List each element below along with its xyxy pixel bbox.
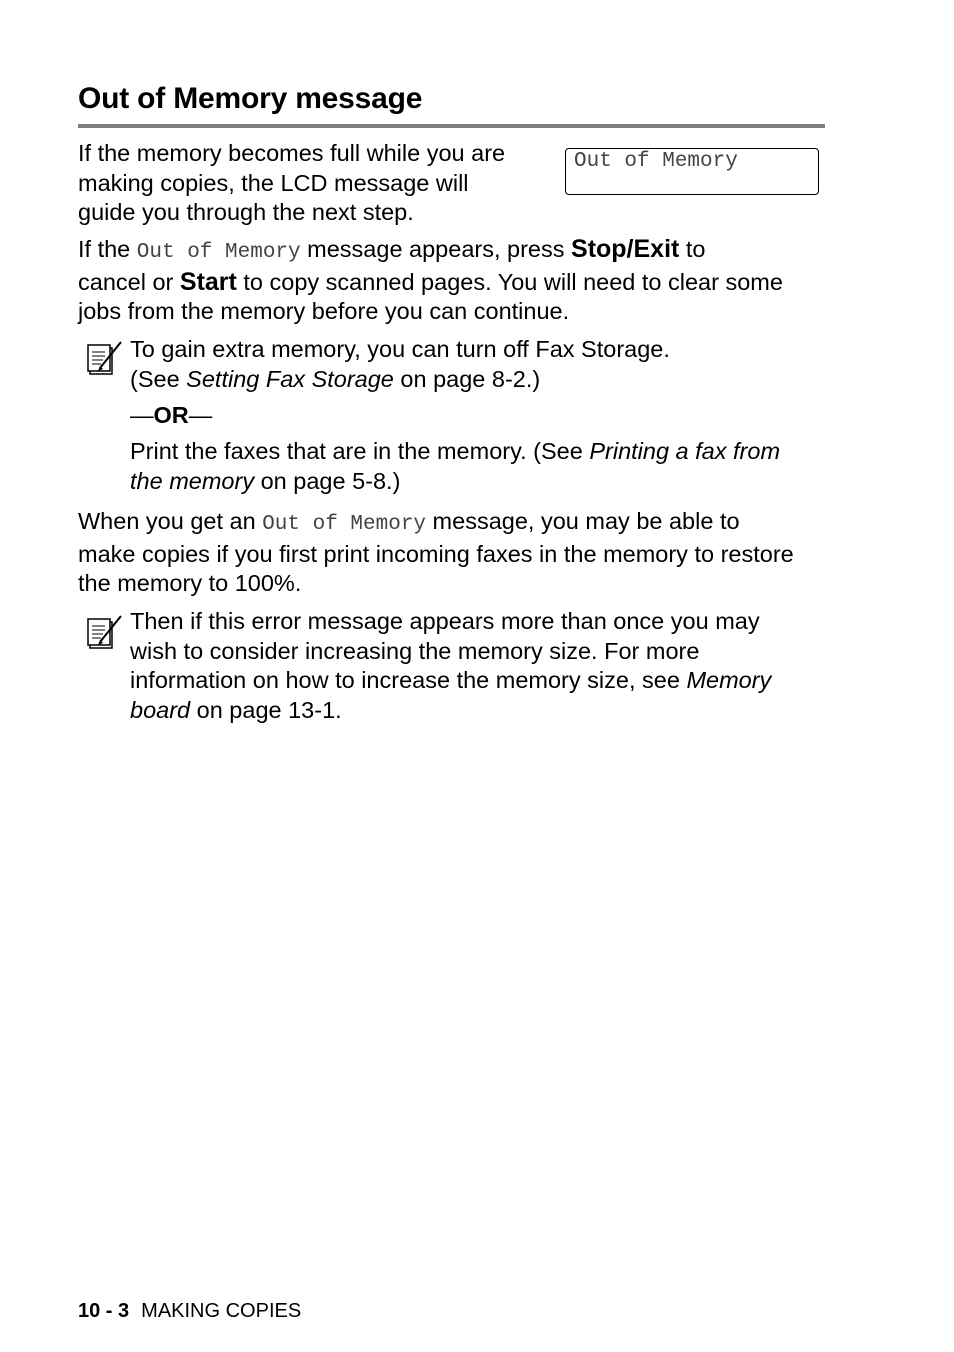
text: on page 8-2.): [393, 365, 541, 392]
intro-line: guide you through the next step.: [78, 199, 414, 225]
text: wish to consider increasing the memory size. For more: [130, 637, 700, 664]
text: on page 13-1.: [190, 696, 342, 723]
intro-line: making copies, the LCD message will: [78, 169, 469, 196]
note-2: [130, 607, 771, 725]
start-key: Start: [179, 267, 237, 296]
text: on page 5-8.): [254, 467, 401, 494]
dash: —: [188, 402, 213, 428]
text: information on how to increase the memory size, see: [130, 667, 687, 693]
text: (See: [130, 365, 187, 392]
note-icon: [86, 612, 124, 652]
lcd-message-inline: Out of Memory: [136, 241, 301, 264]
page-number: 10 - 3: [78, 1300, 130, 1322]
or-separator: [130, 401, 212, 431]
text: make copies if you first print incoming faxes in the memory to restore: [78, 540, 794, 567]
cross-reference: Setting Fax Storage: [186, 365, 394, 392]
note-1-alt: [130, 437, 780, 496]
heading-rule: [78, 124, 825, 128]
lcd-text: Out of Memory: [574, 150, 738, 173]
lcd-display: [565, 148, 819, 195]
note-1: [130, 335, 670, 394]
text: cancel or: [78, 268, 180, 295]
dash: —: [130, 402, 154, 428]
intro-paragraph: [78, 139, 505, 228]
cross-reference: Memory: [686, 667, 772, 693]
intro-line: If the memory becomes full while you are: [78, 140, 506, 166]
text: to: [679, 236, 706, 262]
text: message, you may be able to: [426, 508, 740, 534]
text: If the: [78, 236, 137, 262]
cross-reference: Printing a fax from: [589, 438, 781, 464]
text: To gain extra memory, you can turn off Fax Storage.: [130, 336, 670, 362]
text: When you get an: [78, 508, 263, 534]
text: jobs from the memory before you can continue.: [78, 298, 570, 324]
text: Print the faxes that are in the memory. (See: [130, 438, 590, 464]
or-label: OR: [153, 402, 189, 428]
text: the memory to 100%.: [78, 570, 302, 596]
memory-paragraph: [78, 507, 794, 599]
text: message appears, press: [300, 236, 572, 262]
note-icon: [86, 338, 124, 378]
lcd-message-inline: Out of Memory: [262, 513, 427, 536]
section-name: MAKING COPIES: [141, 1300, 302, 1322]
text: Then if this error message appears more than once you may: [130, 608, 760, 634]
text: to copy scanned pages. You will need to clear some: [236, 268, 783, 295]
cross-reference: the memory: [130, 467, 255, 494]
instruction-paragraph: [78, 235, 783, 327]
page-footer: [78, 1300, 301, 1323]
page-title: Out of Memory message: [78, 82, 423, 115]
cross-reference: board: [130, 696, 191, 723]
stop-exit-key: Stop/Exit: [571, 235, 680, 263]
